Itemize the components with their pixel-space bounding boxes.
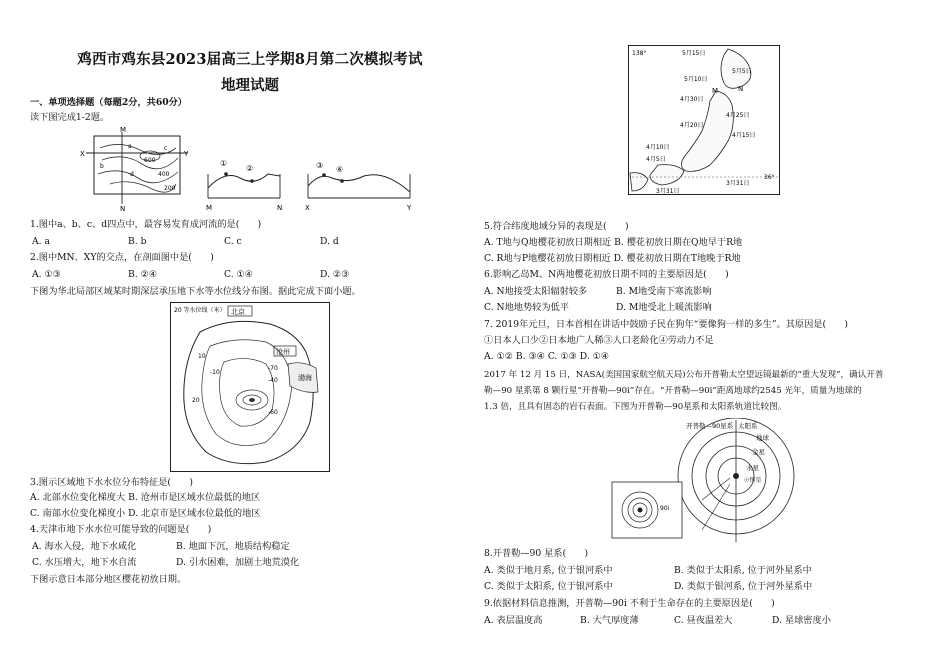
label-a: a: [128, 143, 132, 150]
q8-options-row2: [484, 581, 914, 593]
date-0331b: 3月31日: [656, 188, 680, 195]
city-cangzhou: 沧州: [276, 348, 290, 356]
date-0510: 5月10日: [684, 76, 708, 83]
profile-mark-3: ③: [316, 161, 324, 170]
q7-statements: ①日本人口少②日本地广人稀③人口老龄化④劳动力不足: [484, 335, 714, 346]
profile-mark-4: ④: [336, 165, 344, 174]
q9-option-b[interactable]: B. 大气厚度薄: [580, 615, 639, 626]
kepler-90i-label: 90i: [660, 505, 670, 512]
q9-option-c[interactable]: C. 昼夜温差大: [674, 615, 733, 626]
q6-option-b[interactable]: B. M地受南下寒流影响: [616, 286, 712, 297]
profile-mark-1: ①: [220, 159, 228, 168]
q2-option-c[interactable]: C. ①④: [224, 269, 254, 280]
q4-option-b[interactable]: B. 地面下沉，地质结构稳定: [176, 541, 290, 552]
label-m: M: [120, 126, 127, 134]
contour-20: 20: [192, 397, 200, 404]
q4-option-c[interactable]: C. 水压增大，地下水自流: [32, 557, 137, 568]
question-9: 9.依据材料信息推测，开普勒—90i 不利于生命存在的主要原因是( ): [484, 598, 775, 609]
q1-option-d[interactable]: D. d: [320, 236, 339, 247]
q1-option-a[interactable]: A. a: [32, 236, 50, 247]
q2-options: [30, 269, 430, 281]
groundwater-map: [170, 302, 330, 472]
point-n: N: [738, 85, 744, 93]
mercury-label: 水星: [746, 464, 759, 472]
q3-option-ab[interactable]: A. 北部水位变化梯度大 B. 沧州市是区域水位最低的地区: [30, 492, 261, 503]
star-label: ☉恒星: [744, 477, 762, 484]
q8-option-d[interactable]: D. 类似于银河系, 位于河外星系中: [674, 581, 813, 592]
q6-option-d[interactable]: D. M地受北上暖流影响: [616, 302, 712, 313]
q4-options-row2: [30, 557, 430, 569]
map-legend: 20 等水位线（米）: [174, 307, 226, 314]
question-2: 2.图中MN、XY的交点，在剖面图中是( ): [30, 252, 214, 263]
date-0410: 4月10日: [646, 144, 670, 151]
q8-option-b[interactable]: B. 类似于太阳系, 位于河外星系中: [674, 565, 812, 576]
lon-138: 138°: [632, 50, 647, 57]
intro-q8-9-l2: 勒—90 星系第 8 颗行星“开普勒—90i”存在。“开普勒—90i”距离地球约2545 光年，质量为地球的: [484, 386, 862, 396]
label-n: N: [120, 205, 126, 212]
date-0405: 4月5日: [646, 156, 666, 163]
question-5: 5.符合纬度地域分异的表现是( ): [484, 221, 629, 232]
label-600: 600: [144, 157, 156, 164]
q7-options[interactable]: A. ①② B. ③④ C. ①③ D. ①④: [484, 351, 610, 362]
q1-option-c[interactable]: C. c: [224, 236, 242, 247]
q2-option-d[interactable]: D. ②③: [320, 269, 350, 280]
q4-option-a[interactable]: A. 海水入侵，地下水咸化: [32, 541, 137, 552]
q2-option-b[interactable]: B. ②④: [128, 269, 158, 280]
profile2-y: Y: [407, 204, 412, 212]
city-beijing: 北京: [231, 308, 245, 316]
venus-label: 金星: [752, 448, 765, 456]
q8-options-row1: [484, 565, 914, 577]
q6-option-c[interactable]: C. N地地势较为低平: [484, 302, 569, 313]
contour-70: -70: [268, 365, 278, 372]
section-heading: 一、单项选择题（每题2分，共60分）: [30, 97, 187, 108]
q9-option-a[interactable]: A. 表层温度高: [484, 615, 543, 626]
q8-option-a[interactable]: A. 类似于地月系, 位于银河系中: [484, 565, 613, 576]
point-m: M: [712, 87, 719, 95]
intro-q3-4: 下图为华北局部区域某时期深层承压地下水等水位线分布图。据此完成下面小题。: [30, 286, 361, 297]
q6-options-row1: [484, 286, 914, 298]
label-b: b: [100, 163, 104, 170]
contour-10: 10: [198, 353, 206, 360]
date-0515: 5月15日: [682, 50, 706, 57]
q6-options-row2: [484, 302, 914, 314]
q6-option-a[interactable]: A. N地接受太阳辐射较多: [484, 286, 588, 297]
q9-option-d[interactable]: D. 星球密度小: [772, 615, 831, 626]
solar-system-label: 太阳系: [738, 422, 758, 430]
q5-option-cd[interactable]: C. R地与P地樱花初放日期相近 D. 樱花初放日期在T地晚于R地: [484, 253, 741, 264]
label-400: 400: [158, 171, 170, 178]
date-0425: 4月25日: [726, 112, 750, 119]
profile-mark-2: ②: [246, 164, 254, 173]
q3-option-cd[interactable]: C. 南部水位变化梯度小 D. 北京市是区域水位最低的地区: [30, 508, 261, 519]
kepler-system-label: 开普勒—90星系: [686, 422, 734, 430]
contour-figure: [80, 126, 420, 212]
earth-label: 地球: [756, 434, 769, 442]
label-c: c: [164, 145, 168, 152]
question-6: 6.影响乙岛M、N两地樱花初放日期不同的主要原因是( ): [484, 269, 729, 280]
q5-option-ab[interactable]: A. T地与Q地樱花初放日期相近 B. 樱花初放日期在Q地早于R地: [484, 237, 743, 248]
q9-options: [484, 615, 914, 627]
label-x: X: [80, 150, 85, 158]
label-d: d: [130, 171, 134, 178]
q4-option-d[interactable]: D. 引水困难，加剧土地荒漠化: [176, 557, 300, 568]
intro-q1-2: 读下图完成1-2题。: [30, 112, 110, 123]
contour-60: -60: [268, 409, 278, 416]
question-8: 8.开普勒—90 星系( ): [484, 548, 589, 559]
profile1-n: N: [277, 204, 283, 212]
page-subtitle: 地理试题: [221, 77, 279, 94]
lat-36: 36°: [764, 174, 775, 181]
orbit-figure: [606, 418, 806, 542]
question-4: 4.天津市地下水水位可能导致的问题是( ): [30, 524, 212, 535]
contour-40: -40: [268, 377, 278, 384]
bohai-label: 渤海: [298, 374, 312, 382]
contour-10n: -10: [210, 369, 220, 376]
q2-option-a[interactable]: A. ①③: [32, 269, 61, 280]
q1-option-b[interactable]: B. b: [128, 236, 147, 247]
date-0430: 4月30日: [680, 96, 704, 103]
question-1: 1.图中a、b、c、d四点中，最容易发育成河流的是( ): [30, 219, 262, 230]
q1-options: [30, 236, 430, 248]
profile1-m: M: [206, 204, 213, 212]
profile2-x: X: [305, 204, 310, 212]
intro-q8-9-l1: 2017 年 12 月 15 日，NASA(美国国家航空航天局)公布开普勒太空望远镜最新的“重大发现”，确认开普: [484, 370, 884, 380]
q8-option-c[interactable]: C. 类似于太阳系, 位于银河系中: [484, 581, 613, 592]
date-0505: 5月5日: [732, 68, 752, 75]
date-0420: 4月20日: [680, 122, 704, 129]
label-y: Y: [184, 150, 189, 158]
intro-q5-7: 下图示意日本部分地区樱花初放日期。: [30, 574, 187, 585]
question-3: 3.图示区域地下水水位分布特征是( ): [30, 477, 193, 488]
label-200: 200: [164, 185, 176, 192]
date-0331a: 3月31日: [726, 180, 750, 187]
page-title: 鸡西市鸡东县2023届高三上学期8月第二次模拟考试: [77, 51, 423, 68]
intro-q8-9-l3: 1.3 倍，且具有固态的岩石表面。下图为开普勒—90星系和太阳系轨道比较图。: [484, 402, 787, 412]
q4-options-row1: [30, 541, 430, 553]
question-7: 7. 2019年元旦，日本首相在讲话中鼓励子民在狗年“要像狗一样的多生”。其原因是( ): [484, 319, 849, 330]
date-0415: 4月15日: [732, 132, 756, 139]
sakura-map: [628, 45, 780, 195]
